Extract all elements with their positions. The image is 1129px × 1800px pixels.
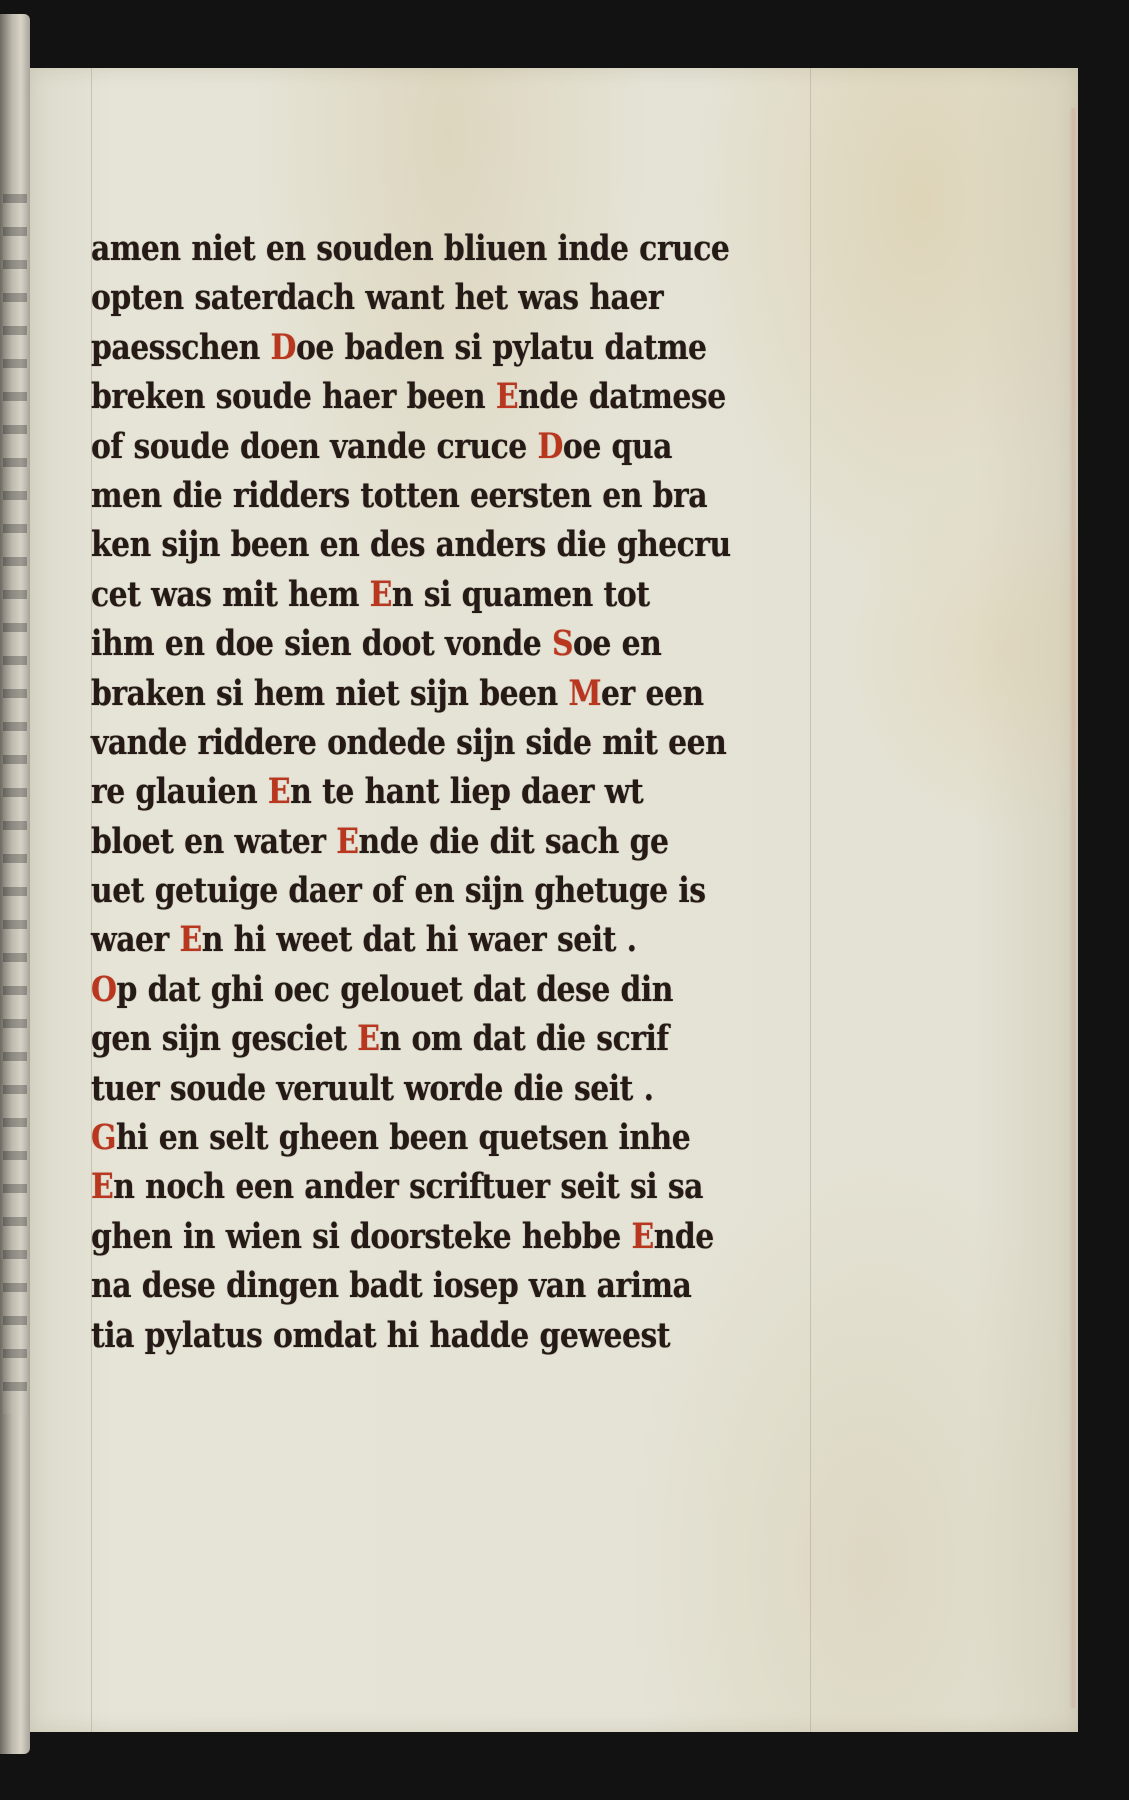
rubricated-initial: G bbox=[91, 1117, 116, 1159]
manuscript-line bbox=[91, 817, 731, 866]
rubricated-initial: D bbox=[537, 425, 563, 467]
line-text: braken si hem niet sijn been bbox=[91, 672, 569, 714]
rubricated-initial: E bbox=[336, 820, 359, 862]
line-text: cet was mit hem bbox=[91, 573, 370, 615]
rubricated-initial: E bbox=[357, 1018, 380, 1060]
manuscript-line bbox=[91, 1261, 731, 1310]
manuscript-line bbox=[91, 471, 731, 520]
text-column bbox=[91, 224, 841, 1360]
manuscript-line bbox=[91, 570, 731, 619]
manuscript-line bbox=[91, 1212, 731, 1261]
line-text: nde die dit sach ge bbox=[358, 820, 669, 862]
edge-stain bbox=[1069, 108, 1076, 1708]
line-text: ken sijn been en des anders die ghecru bbox=[91, 524, 731, 566]
rubricated-initial: D bbox=[270, 326, 296, 368]
line-text: nde datmese bbox=[518, 376, 726, 418]
manuscript-line bbox=[91, 866, 731, 915]
line-text: oe qua bbox=[562, 425, 672, 467]
manuscript-line bbox=[91, 669, 731, 718]
rubricated-initial: E bbox=[91, 1166, 114, 1208]
manuscript-line bbox=[91, 323, 731, 372]
manuscript-line bbox=[91, 1064, 731, 1113]
line-text: na dese dingen badt iosep van arima bbox=[91, 1265, 692, 1307]
rubricated-initial: E bbox=[631, 1215, 654, 1257]
line-text: er een bbox=[601, 672, 704, 714]
line-text: ghen in wien si doorsteke hebbe bbox=[91, 1215, 632, 1257]
manuscript-line bbox=[91, 422, 731, 471]
rubricated-initial: S bbox=[551, 623, 574, 665]
line-text: of soude doen vande cruce bbox=[91, 425, 538, 467]
line-text: bloet en water bbox=[91, 820, 337, 862]
rubricated-initial: E bbox=[179, 919, 202, 961]
manuscript-line bbox=[91, 915, 731, 964]
manuscript-line bbox=[91, 767, 731, 816]
line-text: tuer soude veruult worde die seit . bbox=[91, 1067, 654, 1109]
line-text: waer bbox=[91, 919, 180, 961]
line-text: oe en bbox=[573, 623, 662, 665]
line-text: n om dat die scrif bbox=[379, 1018, 669, 1060]
line-text: amen niet en souden bliuen inde cruce bbox=[91, 228, 730, 269]
facing-page-text-bleed bbox=[3, 194, 27, 1414]
rubricated-initial: O bbox=[91, 968, 117, 1010]
rubricated-initial: E bbox=[495, 376, 519, 418]
manuscript-line bbox=[91, 1014, 731, 1063]
line-text: vande riddere ondede sijn side mit een bbox=[91, 721, 727, 763]
line-text: p dat ghi oec gelouet dat dese din bbox=[116, 968, 673, 1010]
facing-page-edge bbox=[0, 14, 30, 1754]
line-text: men die ridders totten eersten en bra bbox=[91, 474, 708, 516]
line-text: uet getuige daer of en sijn ghetuge is bbox=[91, 870, 706, 912]
line-text: gen sijn gesciet bbox=[91, 1018, 358, 1060]
line-text: tia pylatus omdat hi hadde geweest bbox=[91, 1314, 671, 1356]
manuscript-line bbox=[91, 224, 731, 273]
line-text: n te hant liep daer wt bbox=[290, 771, 644, 813]
line-text: re glauien bbox=[91, 771, 268, 813]
manuscript-line bbox=[91, 372, 731, 421]
rubricated-initial: E bbox=[267, 771, 291, 813]
manuscript-line bbox=[91, 619, 731, 668]
line-text: oe baden si pylatu datme bbox=[295, 326, 707, 368]
manuscript-line bbox=[91, 1113, 731, 1162]
manuscript-line bbox=[91, 1162, 731, 1211]
line-text: n hi weet dat hi waer seit . bbox=[201, 919, 637, 961]
manuscript-line bbox=[91, 965, 731, 1014]
manuscript-line bbox=[91, 520, 729, 569]
line-text: nde bbox=[653, 1215, 714, 1257]
line-text: opten saterdach want het was haer bbox=[91, 277, 664, 319]
manuscript-line bbox=[91, 273, 731, 322]
rubricated-initial: M bbox=[568, 672, 602, 714]
line-text: ihm en doe sien doot vonde bbox=[91, 623, 552, 665]
line-text: paesschen bbox=[91, 326, 271, 368]
manuscript-line bbox=[91, 718, 731, 767]
line-text: breken soude haer been bbox=[91, 376, 496, 418]
line-text: hi en selt gheen been quetsen inhe bbox=[115, 1117, 691, 1159]
line-text: n si quamen tot bbox=[391, 573, 650, 615]
line-text: n noch een ander scriftuer seit si sa bbox=[113, 1166, 703, 1208]
rubricated-initial: E bbox=[369, 573, 392, 615]
manuscript-line bbox=[91, 1311, 731, 1360]
